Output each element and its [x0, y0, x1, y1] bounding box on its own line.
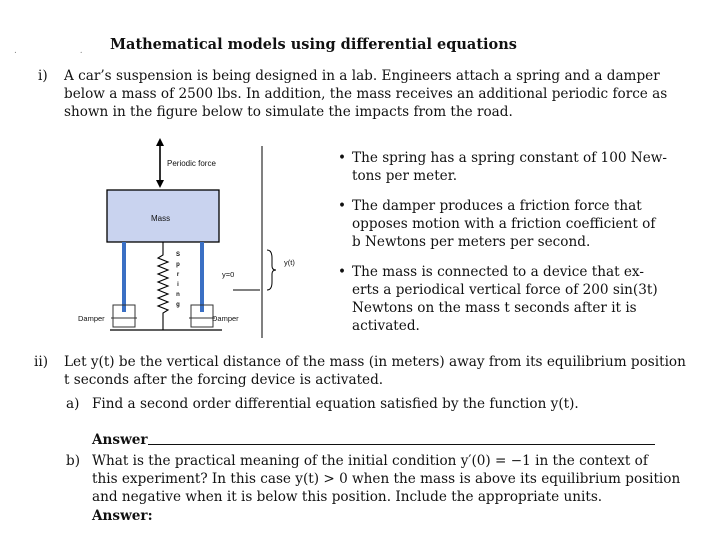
- damper-left-label: Damper: [78, 314, 105, 323]
- bullet-force: [338, 263, 658, 335]
- damper-right-label: Damper: [212, 314, 239, 323]
- part-b-line-3: and negative when it is below this position. Include the appropriate units.: [92, 489, 603, 505]
- part-b-label: b): [66, 453, 81, 469]
- header-dots: . .: [14, 46, 113, 56]
- part-a-text: Find a second order differential equation satisfied by the function y(t).: [92, 396, 579, 412]
- y-brace: [267, 250, 276, 290]
- bullet-line: Newtons on the mass t seconds after it is: [352, 300, 637, 316]
- part-i-label: i): [38, 68, 48, 84]
- mass-label: Mass: [151, 214, 171, 223]
- answer-b-label: Answer:: [92, 508, 153, 524]
- periodic-force-arrow: [156, 138, 164, 188]
- y0-label: y=0: [222, 270, 235, 279]
- yt-label: y(t): [284, 258, 295, 267]
- spring-letter: p: [176, 262, 180, 268]
- bullet-dot: •: [338, 150, 347, 166]
- bullet-dot: •: [338, 198, 347, 214]
- spring-letters: [174, 250, 182, 310]
- answer-a-line[interactable]: [148, 444, 655, 445]
- part-b-line-1: What is the practical meaning of the initial condition y′(0) = −1 in the context of: [92, 453, 648, 469]
- bullet-dot: •: [338, 264, 347, 280]
- part-ii-line-2: t seconds after the forcing device is activated.: [64, 372, 384, 388]
- part-a-label: a): [66, 396, 80, 412]
- part-ii-line-1: Let y(t) be the vertical distance of the mass (in meters) away from its equilibrium position: [64, 354, 686, 370]
- periodic-force-label: Periodic force: [167, 159, 216, 168]
- bullet-line: The damper produces a friction force that: [352, 198, 642, 214]
- page-title: Mathematical models using differential equations: [110, 36, 517, 53]
- bullet-line: erts a periodical vertical force of 200 sin(3t): [352, 282, 658, 298]
- part-ii-label: ii): [34, 354, 48, 370]
- spring-letter: S: [175, 252, 180, 258]
- bullet-line: opposes motion with a friction coefficient of: [352, 216, 656, 232]
- answer-a-label: Answer: [92, 432, 148, 448]
- bullet-spring: [338, 149, 667, 185]
- bullet-line: The mass is connected to a device that ex-: [352, 264, 644, 280]
- spring-coil: [158, 242, 168, 330]
- part-i-line-2: below a mass of 2500 lbs. In addition, the mass receives an additional periodic force as: [64, 86, 668, 102]
- bullet-damper: [338, 197, 656, 251]
- part-b-line-2: this experiment? In this case y(t) > 0 when the mass is above its equilibrium position: [92, 471, 681, 487]
- bullet-line: b Newtons per meters per second.: [352, 234, 591, 250]
- spring-letter: g: [176, 302, 180, 308]
- part-i-line-1: A car’s suspension is being designed in a lab. Engineers attach a spring and a damper: [64, 68, 660, 84]
- bullet-line: tons per meter.: [352, 168, 458, 184]
- spring-letter: r: [176, 272, 180, 278]
- bullet-line: The spring has a spring constant of 100 New-: [352, 150, 667, 166]
- spring-letter: i: [177, 282, 179, 288]
- bullet-line: activated.: [352, 318, 420, 334]
- part-i-line-3: shown in the figure below to simulate the impacts from the road.: [64, 104, 513, 120]
- spring-letter: n: [176, 292, 180, 298]
